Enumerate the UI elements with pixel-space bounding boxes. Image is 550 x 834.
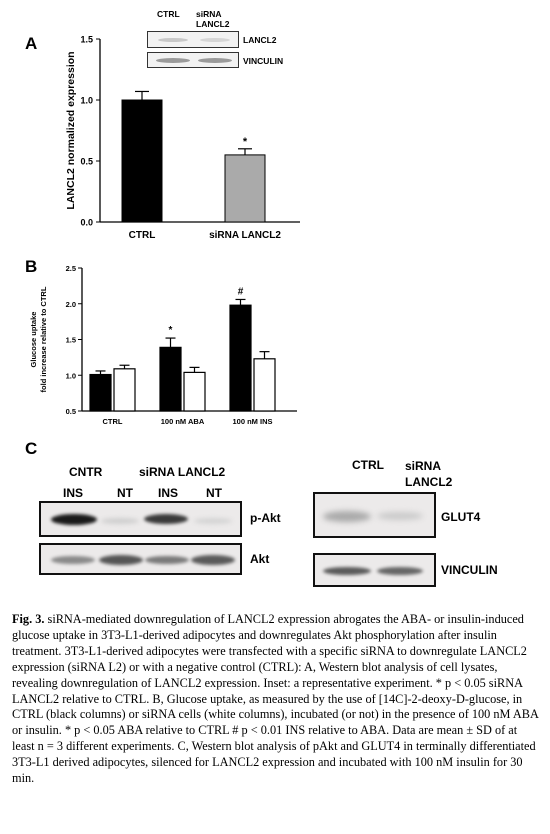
band	[144, 514, 188, 524]
x-tick-label: CTRL	[128, 230, 156, 241]
y-axis-label: LANCL2 normalized expression	[65, 51, 77, 210]
group-cntr: CNTR	[69, 465, 103, 479]
blot-pakt	[39, 501, 242, 537]
lane-nt-2: NT	[206, 486, 222, 500]
band	[51, 556, 95, 564]
bar	[90, 375, 111, 411]
lane-nt-1: NT	[117, 486, 133, 500]
inset-lane-sirna: siRNA LANCL2	[196, 9, 230, 29]
row-akt: Akt	[250, 552, 270, 566]
inset-row-lancl2: LANCL2	[243, 35, 277, 45]
panel-b-letter: B	[25, 257, 38, 276]
significance-star: *	[242, 135, 248, 148]
bar	[254, 359, 275, 411]
row-vinculin: VINCULIN	[441, 563, 498, 577]
band	[377, 512, 423, 520]
bar	[225, 155, 265, 222]
bar	[160, 347, 181, 411]
group-sirna-lancl2: siRNA LANCL2	[139, 465, 226, 479]
y-axis-label: Glucose uptake	[29, 311, 38, 368]
caption-fig-label: Fig. 3.	[12, 612, 45, 626]
right-lane-sirna: siRNA LANCL2	[405, 459, 453, 489]
band	[99, 555, 143, 565]
right-lane-ctrl: CTRL	[352, 458, 384, 472]
panel-a-letter: A	[25, 34, 38, 53]
band	[323, 511, 371, 522]
y-tick-label: 0.5	[65, 407, 76, 416]
blot-akt	[39, 543, 242, 575]
band	[377, 567, 423, 575]
y-tick-label: 2.0	[65, 299, 76, 309]
x-tick-label: siRNA LANCL2	[209, 230, 281, 241]
significance-marker: #	[237, 286, 244, 298]
lane-ins-1: INS	[63, 486, 84, 500]
y-tick-label: 1.5	[80, 34, 93, 45]
chart-b	[0, 250, 550, 430]
row-pakt: p-Akt	[250, 511, 281, 525]
y-tick-label: 1.5	[65, 335, 76, 345]
bar	[184, 372, 205, 411]
y-tick-label: 0.5	[80, 156, 93, 167]
y-axis-label: fold increase relative to CTRL	[39, 286, 48, 393]
bar	[122, 100, 162, 222]
row-glut4: GLUT4	[441, 510, 481, 524]
chart-a	[0, 0, 550, 250]
blot-glut4	[313, 492, 436, 538]
y-tick-label: 1.0	[65, 371, 76, 381]
inset-lane-ctrl: CTRL	[157, 9, 180, 19]
significance-marker: *	[168, 325, 173, 337]
bar	[230, 305, 251, 411]
y-tick-label: 0.0	[80, 217, 93, 228]
caption-text: siRNA-mediated downregulation of LANCL2 expression abrogates the ABA- or insulin-induced glucose uptake in 3T3-L1-derived adipocytes and downregulates Akt phosphorylation after insulin treatment. 3T3-L1-derived adipocytes were transfected with a specific siRNA to downregulate LANCL2 expression (siRNA L2) or with a negative control (CTRL): A, Western blot analysis of cell lysates, revealing downregulation of LANCL2 expression. Inset: a representative experiment. * p < 0.05 siRNA LANCL2 relative to CTRL. B, Glucose uptake, as measured by the use of [14C]-2-deoxy-D-glucose, in CTRL (black columns) or siRNA cells (white columns), incubated (or not) in the presence of 100 nM ABA or insulin. * p < 0.05 ABA relative to CTRL # p < 0.01 INS relative to ABA. Data are mean ± SD of at least n = 3 different experiments. C, Western blot analysis of pAkt and GLUT4 in terminally differentiated 3T3-L1 derived adipocytes, silenced for LANCL2 expression and incubated with 100 nM insulin for 30 min.	[12, 612, 539, 786]
blot-vinculin	[313, 553, 436, 587]
band	[323, 567, 371, 575]
band	[51, 514, 97, 525]
lane-ins-2: INS	[158, 486, 179, 500]
x-tick-label: 100 nM ABA	[160, 417, 205, 426]
band	[191, 555, 235, 565]
inset-row-vinculin: VINCULIN	[243, 56, 284, 66]
band	[101, 518, 139, 524]
figure-caption	[12, 612, 542, 787]
bar	[114, 369, 135, 411]
band	[194, 518, 232, 524]
panel-c-letter: C	[25, 439, 38, 458]
band	[145, 556, 189, 564]
x-tick-label: 100 nM INS	[232, 417, 273, 426]
y-tick-label: 2.5	[65, 264, 76, 273]
x-tick-label: CTRL	[102, 417, 123, 426]
y-tick-label: 1.0	[80, 95, 93, 106]
